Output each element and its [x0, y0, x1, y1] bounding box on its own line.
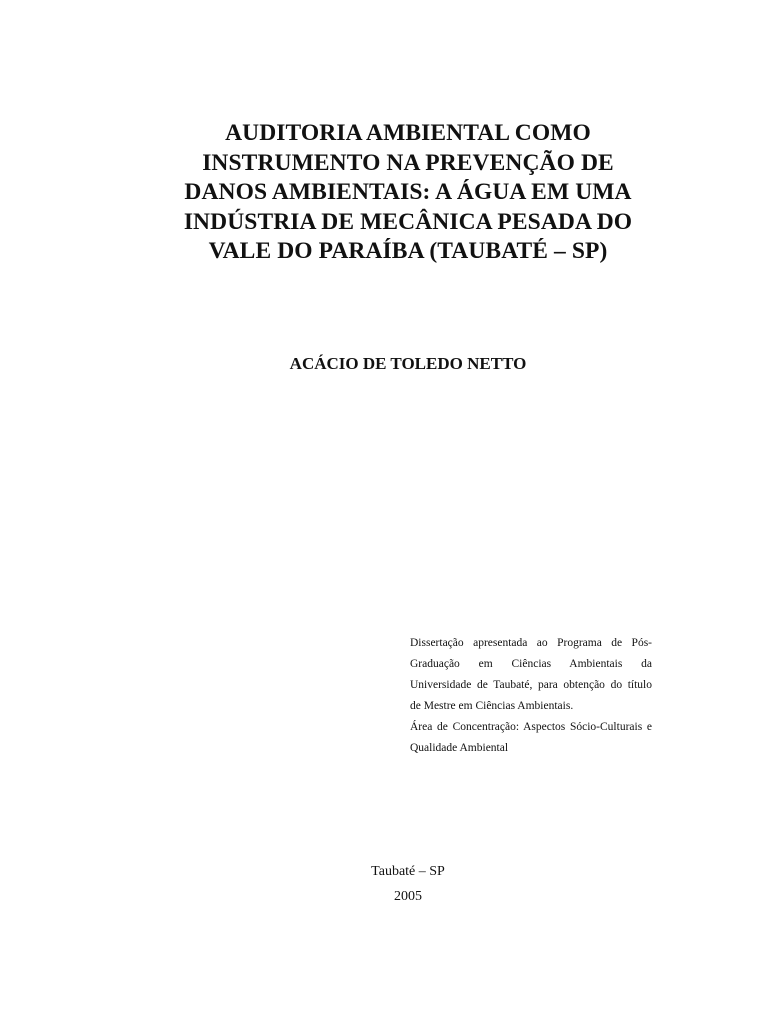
document-title	[120, 119, 696, 267]
statement-line: Universidade de Taubaté, para obtenção do título	[410, 679, 652, 691]
title-line: VALE DO PARAÍBA (TAUBATÉ – SP)	[208, 238, 608, 264]
statement-line: Graduação em Ciências Ambientais da	[410, 658, 652, 670]
dissertation-statement	[410, 633, 652, 759]
statement-line: Área de Concentração: Aspectos Sócio-Culturais e	[410, 721, 652, 733]
statement-line: de Mestre em Ciências Ambientais.	[410, 700, 574, 712]
statement-line: Qualidade Ambiental	[410, 742, 509, 754]
title-line: AUDITORIA AMBIENTAL COMO	[225, 120, 591, 146]
statement-line: Dissertação apresentada ao Programa de Pós-	[410, 637, 652, 649]
publication-year: 2005	[394, 889, 422, 904]
title-line: DANOS AMBIENTAIS: A ÁGUA EM UMA	[184, 179, 632, 205]
city-location: Taubaté – SP	[371, 864, 445, 879]
author-name: ACÁCIO DE TOLEDO NETTO	[289, 354, 527, 373]
title-line: INSTRUMENTO NA PREVENÇÃO DE	[202, 149, 614, 176]
title-line: INDÚSTRIA DE MECÂNICA PESADA DO	[183, 208, 633, 235]
